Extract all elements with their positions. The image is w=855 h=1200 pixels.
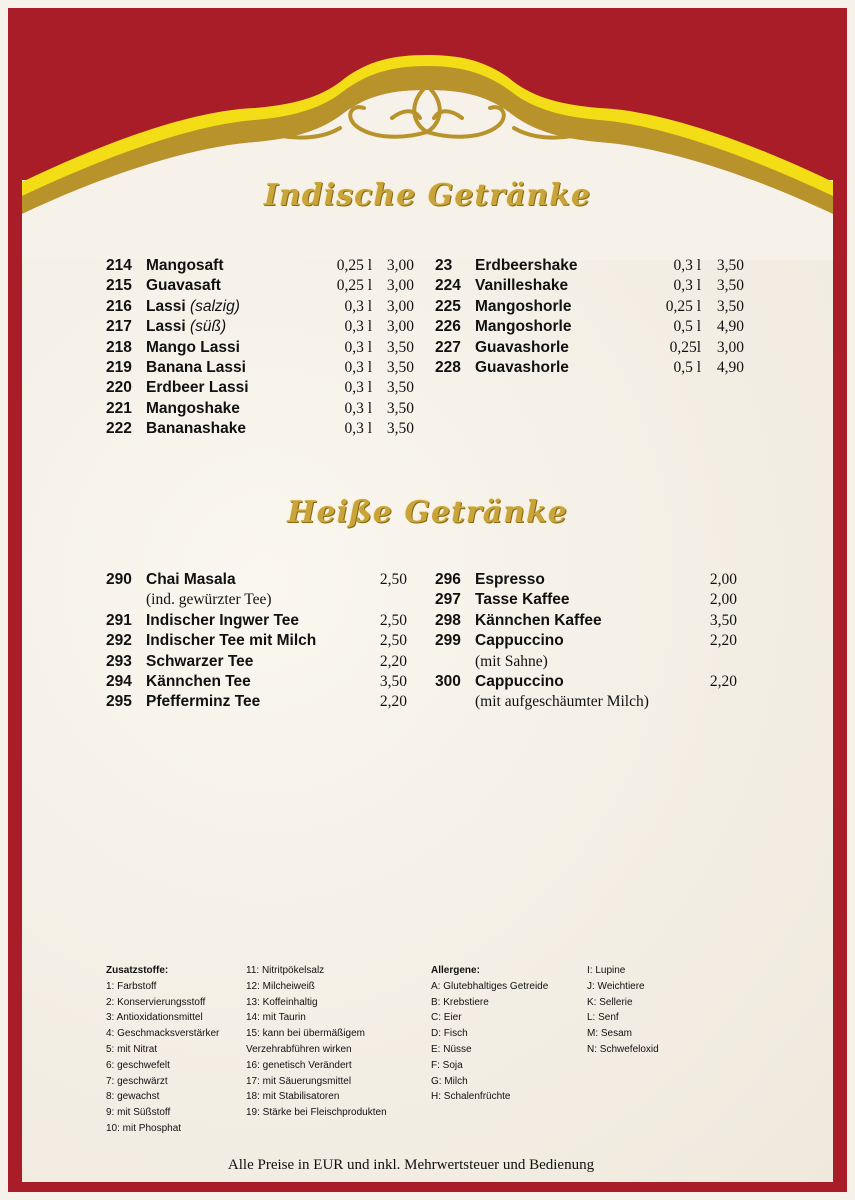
menu-item: 23 Erdbeershake 0,3 l 3,50 [435,257,744,274]
menu-item: 220 Erdbeer Lassi 0,3 l 3,50 [106,379,414,397]
menu-item: 293 Schwarzer Tee 2,20 [106,652,407,670]
menu-item-subline: (mit aufgeschäumter Milch) [475,693,649,711]
ornamental-header-icon [0,0,855,260]
menu-item: 290 Chai Masala 2,50 [106,571,407,588]
menu-item: 226 Mangoshorle 0,5 l 4,90 [435,318,744,336]
menu-item: 292 Indischer Tee mit Milch 2,50 [106,632,407,650]
menu-item: 218 Mango Lassi 0,3 l 3,50 [106,338,414,356]
menu-item: 228 Guavashorle 0,5 l 4,90 [435,358,744,376]
indian-drinks-right-column [435,256,755,378]
allergens-title: Allergene: [431,965,480,976]
menu-item: 225 Mangoshorle 0,25 l 3,50 [435,297,744,315]
menu-item: 222 Bananashake 0,3 l 3,50 [106,420,414,438]
allergens-legend-col1: Allergene: A: Glutebhaltiges Getreide B: Krebstiere C: Eier D: Fisch E: Nüsse F: Soja G: Milch H: Schalenfrüchte [431,963,581,1105]
menu-item: 299 Cappuccino 2,20 [435,632,737,650]
menu-item-subline: (ind. gewürzter Tee) [146,591,272,609]
price-note-footer: Alle Preise in EUR und inkl. Mehrwertsteuer und Bedienung [227,1157,595,1173]
additives-title: Zusatzstoffe: [106,965,169,976]
hot-drinks-left-column [106,570,426,713]
menu-item: 221 Mangoshake 0,3 l 3,50 [106,399,414,417]
section-title-indian-drinks: Indische Getränke [263,178,592,213]
menu-item-subline: (mit Sahne) [475,652,548,670]
menu-item: 296 Espresso 2,00 [435,571,737,588]
menu-item: 216 Lassi (salzig) 0,3 l 3,00 [106,297,414,315]
section-title-hot-drinks: Heiße Getränke [287,495,568,530]
additives-legend-col2: 11: Nitritpökelsalz 12: Milcheiweiß 13: Koffeinhaltig 14: mit Taurin 15: kann bei übermäßigem Verzehrabführen wirken 16: genetisch Verändert 17: mit Säuerungsmittel 18: mit Stabilisatoren 19: Stärke bei Fleischprodukten [246,965,387,1119]
menu-item: 224 Vanilleshake 0,3 l 3,50 [435,277,744,295]
menu-item: 300 Cappuccino 2,20 [435,672,737,690]
menu-item: 291 Indischer Ingwer Tee 2,50 [106,611,407,629]
menu-item: 219 Banana Lassi 0,3 l 3,50 [106,358,414,376]
menu-item: 294 Kännchen Tee 3,50 [106,672,407,690]
menu-item: 295 Pfefferminz Tee 2,20 [106,693,407,711]
menu-item: 215 Guavasaft 0,25 l 3,00 [106,277,414,295]
indian-drinks-left-column [106,256,426,440]
menu-item: 298 Kännchen Kaffee 3,50 [435,611,737,629]
menu-item: 214 Mangosaft 0,25 l 3,00 [106,257,414,274]
menu-item: 227 Guavashorle 0,25l 3,00 [435,338,744,356]
menu-item: 297 Tasse Kaffee 2,00 [435,591,737,609]
allergens-legend-col2: I: Lupine J: Weichtiere K: Sellerie L: Senf M: Sesam N: Schwefeloxid [587,965,659,1055]
menu-item: 217 Lassi (süß) 0,3 l 3,00 [106,318,414,336]
hot-drinks-right-column [435,570,755,713]
additives-legend-col1: Zusatzstoffe: 1: Farbstoff 2: Konservierungsstoff 3: Antioxidationsmittel 4: Geschmacksverstärker 5: mit Nitrat 6: geschwefelt 7: geschwärzt 8: gewachst 9: mit Süßstoff 10: mit Phosphat [106,963,246,1137]
